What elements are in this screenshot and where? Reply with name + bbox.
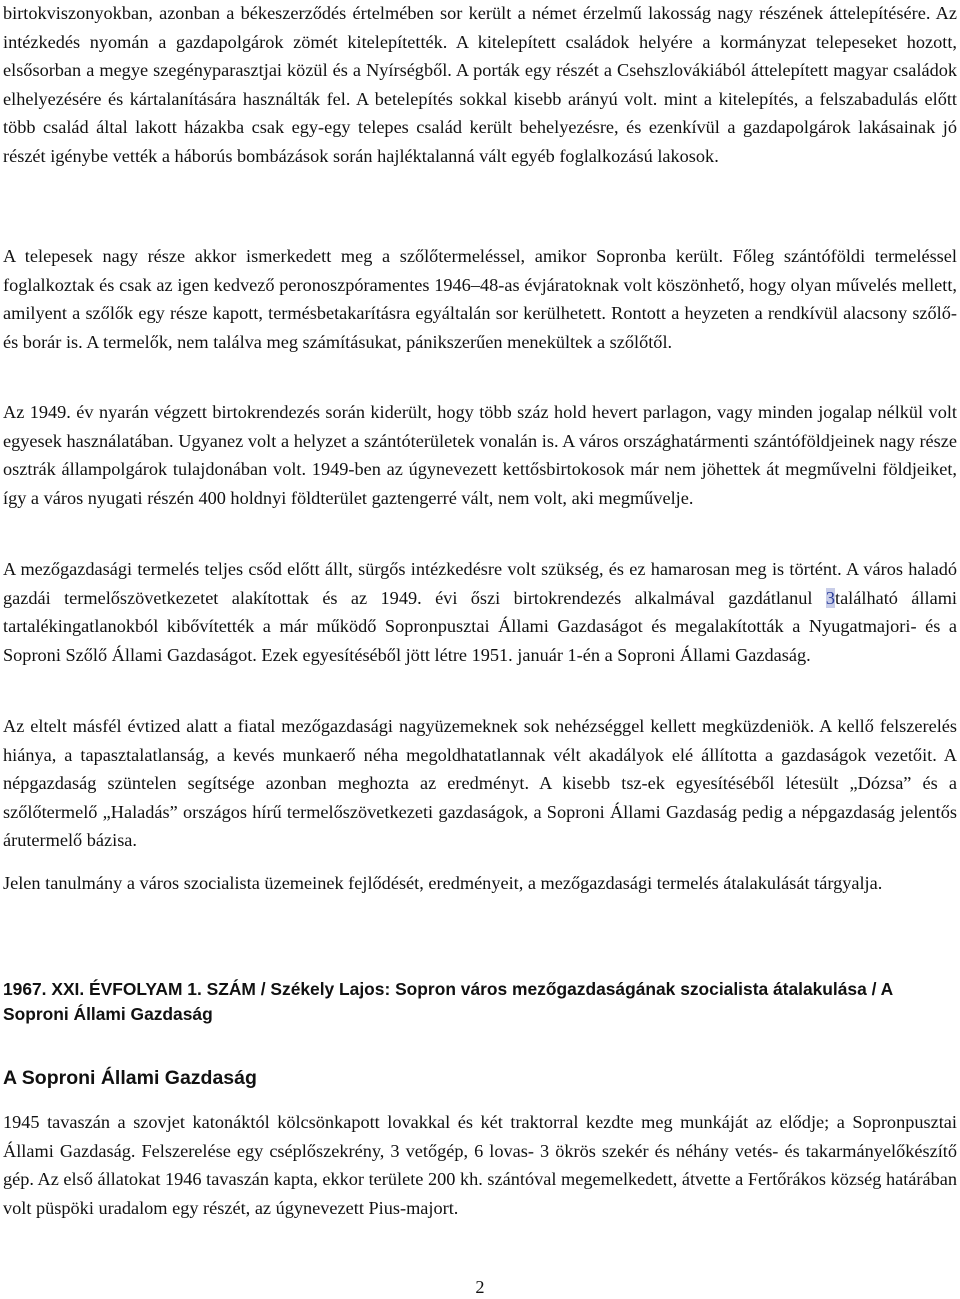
body-paragraph: Az 1949. év nyarán végzett birtokrendezés során kiderült, hogy több száz hold hevert parlagon, vagy minden jogalap nélkül volt egyesek használatában. Ugyanez volt a helyzet a szántóterületek vonalán is. A város országhatármenti szántóföldjeinek nagy része osztrák állampolgárok tulajdonában volt. 1949-ben az úgynevezett kettősbirtokosok már nem jöhettek át megművelni földjeiket, így a város nyugati részén 400 holdnyi földterület gaztengerré vált, nem volt, aki megművelje. <box>3 402 957 508</box>
body-paragraph: Az eltelt másfél évtized alatt a fiatal mezőgazdasági nagyüzemeknek sok nehézséggel kellett megküzdeniök. A kellő felszerelés hiánya, a tapasztalatlanság, a kevés munkaerő néha megoldhatatlannak vélt akadályok elé állította a gazdaságok vezetőit. A népgazdaság szüntelen segítsége azonban meghozta az eredményt. A kisebb tsz-ek egyesítéséből létesült „Dózsa” és a szőlőtermelő „Haladás” országos hírű termelőszövetkezeti gazdaságok, a Soproni Állami Gazdaság pedig a népgazdaság jelentős árutermelő bázisa. <box>3 716 957 851</box>
body-paragraph: birtokviszonyokban, azonban a békeszerződés értelmében sor került a német érzelmű lakosság nagy részének áttelepítésére. Az intézkedés nyomán a gazdapolgárok zömét kitelepítették. A kitelepített családok helyére a kormányzat telepeseket hozott, elsősorban a megye szegényparasztjai közül és a Nyírségből. A porták egy részét a Csehszlovákiából áttelepített magyar családok elhelyezésére és kártalanítására használták fel. A betelepítés sokkal kisebb arányú volt. mint a kitelepítés, a felszabadulás előtt több család által lakott házakba csak egy-egy telepes család került behelyezésre, és ezenkívül a gazdapolgárok lakásainak jó részét igénybe vették a háborús bombázások során hajléktalanná vált egyéb foglalkozású lakosok. <box>3 3 957 166</box>
body-paragraph: 1945 tavaszán a szovjet katonáktól kölcsönkapott lovakkal és két traktorral kezdte meg munkáját az elődje; a Sopronpusztai Állami Gazdaság. Felszerelése egy cséplőszekrény, 3 vetőgép, 6 lovas- 3 ökrös szekér és néhány vetés- és takarmányelőkészítő gép. Az első állatokat 1946 tavaszán kapta, ekkor területe 200 kh. szántóval megemelkedett, átvette a Fertőrákos község határában volt püspöki uradalom egy részét, az úgynevezett Pius-majort. <box>3 1112 957 1218</box>
paragraph-text: található állami tartalékingatlanokból kibővítették a már működő Sopronpusztai Állami Gazdaságot és megalakították a Nyugatmajori- és a Soproni Szőlő Állami Gazdaságot. Ezek egyesítéséből jött létre 1951. január 1-én a Soproni Állami Gazdaság. <box>3 587 957 665</box>
breadcrumb: 1967. XXI. ÉVFOLYAM 1. SZÁM / Székely Lajos: Sopron város mezőgazdaságának szocialista átalakulása / A Soproni Állami Gazdaság <box>3 979 893 1024</box>
body-paragraph <box>3 555 957 669</box>
body-paragraph: Jelen tanulmány a város szocialista üzemeinek fejlődését, eredményeit, a mezőgazdasági termelés átalakulását tárgyalja. <box>3 873 883 893</box>
body-paragraph: A telepesek nagy része akkor ismerkedett meg a szőlőtermeléssel, amikor Sopronba került. Főleg szántóföldi termeléssel foglalkoztak és csak az igen kedvező peronoszpóramentes 1946–48-as évjáratoknak volt köszönhető, hogy olyan művelés mellett, amilyent a szőlők egy része kapott, termésbetakarításra egyáltalán sor kerülhetett. Rontott a heyzeten a rendkívül alacsony szőlő- és borár is. A termelők, nem találva meg számításukat, pánikszerűen menekültek a szőlőtől. <box>3 246 957 352</box>
text-cursor-highlight: 3 <box>825 587 835 608</box>
paragraph-text: A mezőgazdasági termelés teljes csőd előtt állt, sürgős intézkedésre volt szükség, és ez hamarosan meg is történt. A város haladó gazdái termelőszövetkezetet alakítottak és az 1949. évi őszi birtokrendezés alkalmával gazdátlanul <box>3 559 957 608</box>
section-title: A Soproni Állami Gazdaság <box>3 1067 257 1089</box>
page-number: 2 <box>475 1277 485 1297</box>
